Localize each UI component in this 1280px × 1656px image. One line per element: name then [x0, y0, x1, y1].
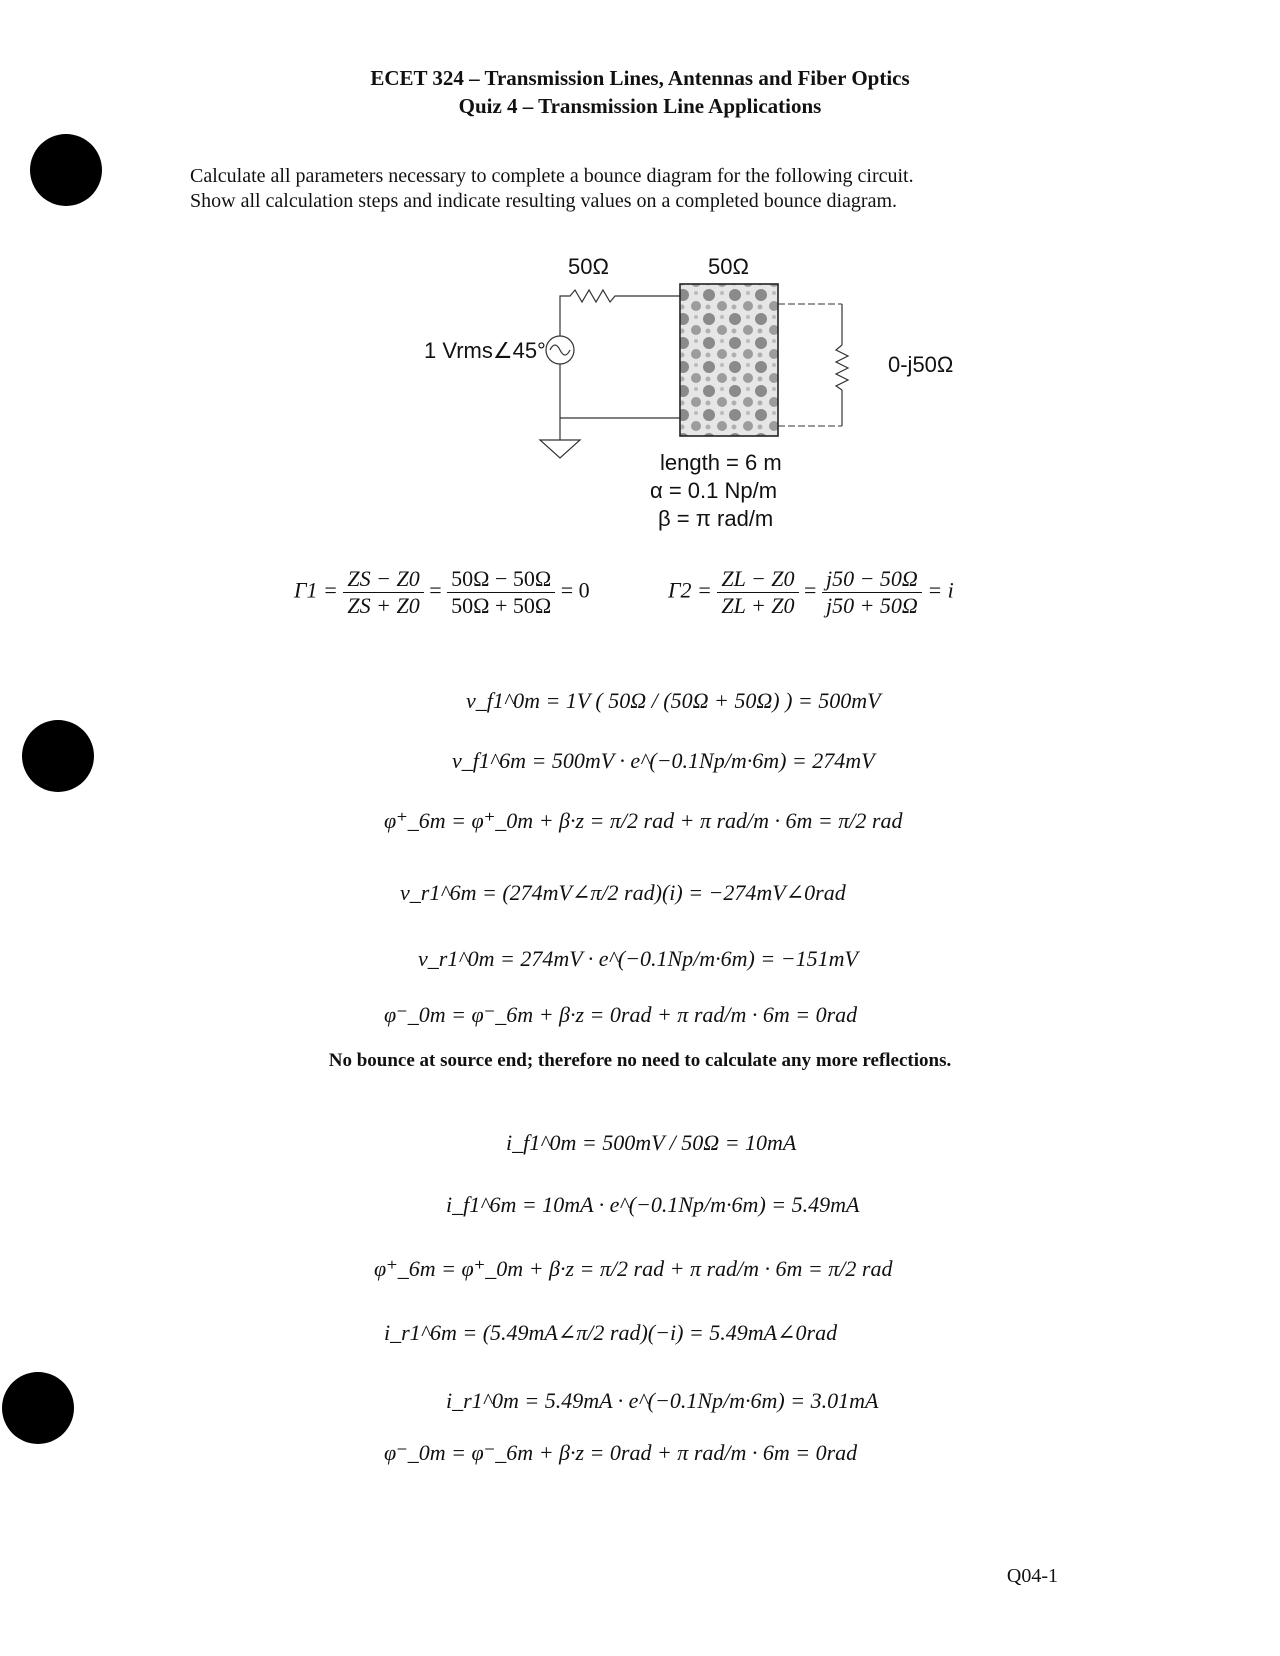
current-line-4: i_r1^6m = (5.49mA∠π/2 rad)(−i) = 5.49mA∠0rad [384, 1320, 838, 1345]
reflection-note: No bounce at source end; therefore no need to calculate any more reflections. [328, 1050, 952, 1071]
instructions-line-2: Show all calculation steps and indicate resulting values on a completed bounce diagram. [190, 190, 898, 212]
voltage-line-1: v_f1^0m = 1V ( 50Ω / (50Ω + 50Ω) ) = 500mV [466, 688, 881, 713]
source-resistor-label: 50Ω [568, 254, 609, 279]
circuit-diagram [0, 0, 1280, 540]
load-label: 0-j50Ω [888, 352, 954, 377]
source-resistor [560, 290, 680, 302]
current-line-1: i_f1^0m = 500mV / 50Ω = 10mA [506, 1130, 797, 1155]
current-line-3: φ⁺_6m = φ⁺_0m + β·z = π/2 rad + π rad/m · 6m = π/2 rad [374, 1256, 893, 1281]
param-beta: β = π rad/m [658, 506, 774, 531]
page-number: Q04-1 [1006, 1565, 1058, 1587]
voltage-line-6: φ⁻_0m = φ⁻_6m + β·z = 0rad + π rad/m · 6m = 0rad [384, 1002, 858, 1027]
course-title: ECET 324 – Transmission Lines, Antennas and Fiber Optics [370, 66, 910, 90]
gamma1-result: = 0 [560, 577, 590, 603]
gamma1-frac1: $\frac{ZS - Z0}{ZS + Z0}$ [343, 566, 423, 619]
quiz-title: Quiz 4 – Transmission Line Applications [458, 94, 822, 118]
gamma2-result: = i [927, 577, 954, 603]
current-line-5: i_r1^0m = 5.49mA · e^(−0.1Np/m·6m) = 3.01mA [446, 1388, 879, 1413]
transmission-line-block [680, 284, 778, 436]
load-resistor [836, 345, 848, 390]
current-line-2: i_f1^6m = 10mA · e^(−0.1Np/m·6m) = 5.49mA [446, 1192, 860, 1217]
ac-source-icon [546, 302, 574, 418]
voltage-line-3: φ⁺_6m = φ⁺_0m + β·z = π/2 rad + π rad/m · 6m = π/2 rad [384, 808, 903, 833]
punch-hole-bottom [2, 1372, 74, 1444]
voltage-line-5: v_r1^0m = 274mV · e^(−0.1Np/m·6m) = −151mV [418, 946, 858, 971]
current-line-6: φ⁻_0m = φ⁻_6m + β·z = 0rad + π rad/m · 6m = 0rad [384, 1440, 858, 1465]
ground-icon [540, 418, 580, 458]
gamma2-frac2: $\frac{j50 - 50\Omega}{j50 + 50\Omega}$ [822, 566, 922, 619]
gamma1-equation: Γ1 = $\frac{ZS - Z0}{ZS + Z0}$ = $\frac{50\Omega - 50\Omega}{50\Omega + 50\Omega}$ = 0 [294, 566, 590, 618]
voltage-line-4: v_r1^6m = (274mV∠π/2 rad)(i) = −274mV∠0rad [400, 880, 846, 905]
line-impedance-label: 50Ω [708, 254, 749, 279]
gamma2-frac1: $\frac{ZL - Z0}{ZL + Z0}$ [717, 566, 798, 619]
instructions-line-1: Calculate all parameters necessary to complete a bounce diagram for the following circuit. [190, 165, 914, 187]
param-alpha: α = 0.1 Np/m [650, 478, 778, 503]
gamma1-frac2: $\frac{50\Omega - 50\Omega}{50\Omega + 50\Omega}$ [447, 566, 555, 619]
gamma1-lhs: Γ1 = [294, 577, 338, 603]
gamma2-lhs: Γ2 = [668, 577, 712, 603]
source-label: 1 Vrms∠45° [424, 338, 546, 363]
punch-hole-middle [22, 720, 94, 792]
voltage-line-2: v_f1^6m = 500mV · e^(−0.1Np/m·6m) = 274mV [452, 748, 875, 773]
param-length: length = 6 m [660, 450, 782, 475]
gamma2-equation: Γ2 = $\frac{ZL - Z0}{ZL + Z0}$ = $\frac{j50 - 50\Omega}{j50 + 50\Omega}$ = i [668, 566, 954, 618]
